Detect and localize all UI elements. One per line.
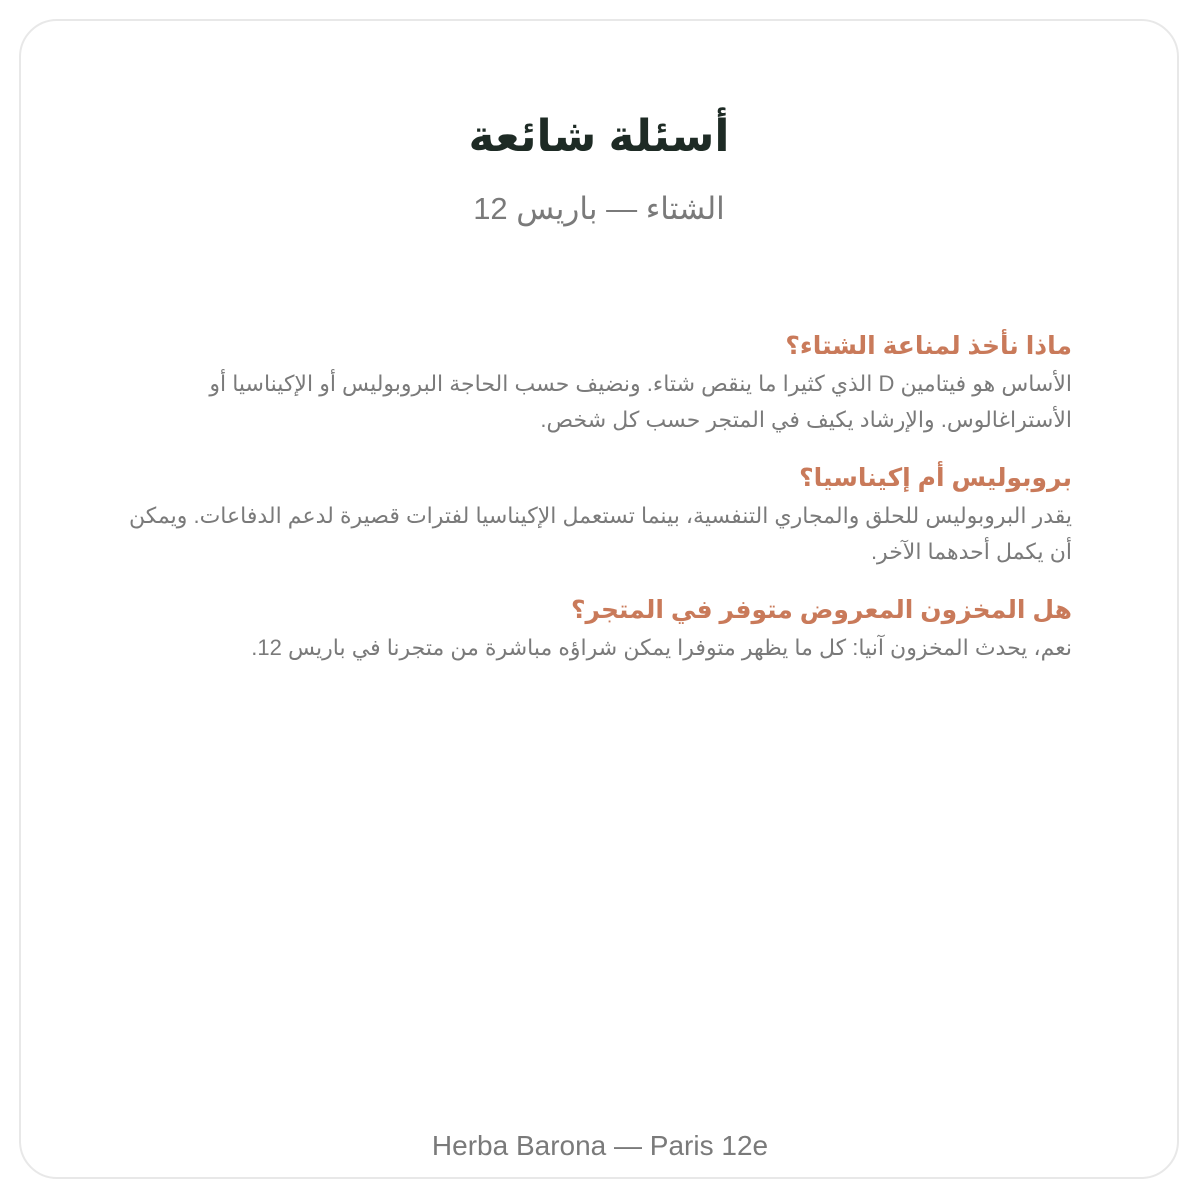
faq-question: هل المخزون المعروض متوفر في المتجر؟ [570,596,1072,624]
faq-item [108,328,1072,438]
faq-answer: الأساس هو فيتامين D الذي كثيرا ما ينقص شتاء. ونضيف حسب الحاجة البروبوليس أو الإكيناسيا أو الأستراغالوس. والإرشاد يكيف في المتجر حسب كل شخص. [209,371,1072,432]
faq-answer: يقدر البروبوليس للحلق والمجاري التنفسية، بينما تستعمل الإكيناسيا لفترات قصيرة لدعم الدفاعات. ويمكن أن يكمل أحدهما الآخر. [128,503,1072,564]
page-title: أسئلة شائعة [468,112,730,161]
faq-item [108,592,1072,666]
page-subtitle: الشتاء — باريس 12 [473,191,725,226]
footer-brand: Herba Barona — Paris 12e [431,1130,769,1161]
faq-answer: نعم، يحدث المخزون آنيا: كل ما يظهر متوفرا يمكن شراؤه مباشرة من متجرنا في باريس 12. [251,635,1072,660]
faq-question: ماذا نأخذ لمناعة الشتاء؟ [785,332,1072,360]
faq-item [108,460,1072,570]
faq-question: بروبوليس أم إكيناسيا؟ [799,464,1072,492]
faq-list [108,328,1072,688]
